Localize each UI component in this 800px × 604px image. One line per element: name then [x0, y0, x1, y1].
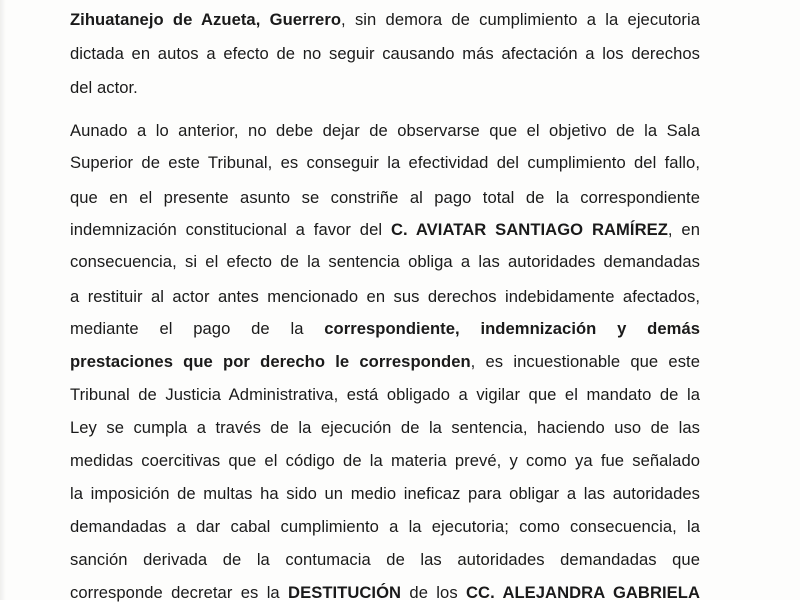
text-line [70, 251, 700, 273]
text-segment: demandadas a dar cabal cumplimiento a la ejecutoria; como consecuencia, la [70, 517, 700, 536]
text-line [70, 417, 700, 439]
text-line [70, 77, 700, 99]
text-line [70, 120, 700, 142]
text-segment: de los [401, 583, 466, 602]
text-line [70, 43, 700, 65]
text-line [70, 219, 700, 241]
bold-text-segment: correspondiente, indemnización y demás [324, 319, 701, 338]
text-line [70, 187, 700, 209]
text-segment: dictada en autos a efecto de no seguir causando más afectación a los derechos [70, 44, 700, 63]
text-segment: indemnización constitucional a favor del [70, 220, 391, 239]
text-line [70, 9, 700, 31]
bold-text-segment: CC. ALEJANDRA GABRIELA [466, 583, 700, 602]
text-line [70, 384, 700, 406]
text-line [70, 286, 700, 308]
text-line [70, 516, 700, 538]
text-segment: Superior de este Tribunal, es conseguir la efectividad del cumplimiento del fallo, [70, 153, 700, 172]
text-segment: la imposición de multas ha sido un medio ineficaz para obligar a las autoridades [70, 484, 700, 503]
bold-text-segment: DESTITUCIÓN [288, 583, 402, 602]
text-segment: Tribunal de Justicia Administrativa, está obligado a vigilar que el mandato de la [70, 385, 700, 404]
bold-text-segment: C. AVIATAR SANTIAGO RAMÍREZ [390, 220, 668, 239]
text-segment: sanción derivada de la contumacia de las autoridades demandadas que [70, 550, 700, 569]
text-segment: , en [667, 220, 700, 239]
text-segment: del actor. [70, 78, 138, 97]
text-segment: mediante el pago de la [70, 319, 325, 338]
text-segment: corresponde decretar es la [70, 583, 289, 602]
text-segment: Aunado a lo anterior, no debe dejar de observarse que el objetivo de la Sala [70, 121, 700, 140]
text-segment: consecuencia, si el efecto de la sentencia obliga a las autoridades demandadas [70, 252, 700, 271]
text-segment: a restituir al actor antes mencionado en sus derechos indebidamente afectados, [70, 287, 700, 306]
text-segment: Ley se cumpla a través de la ejecución de la sentencia, haciendo uso de las [70, 418, 700, 437]
page-edge-shadow [0, 0, 6, 600]
text-segment: , es incuestionable que este [470, 352, 700, 371]
text-line [70, 450, 700, 472]
text-line [70, 483, 700, 505]
text-line [70, 318, 700, 340]
bold-text-segment: Zihuatanejo de Azueta, Guerrero [70, 10, 342, 29]
text-segment: , sin demora de cumplimiento a la ejecutoria [341, 10, 700, 29]
text-line [70, 582, 700, 604]
text-line [70, 549, 700, 571]
bold-text-segment: prestaciones que por derecho le corresponden [70, 352, 471, 371]
text-segment: medidas coercitivas que el código de la materia prevé, y como ya fue señalado [70, 451, 700, 470]
text-segment: que en el presente asunto se constriñe al pago total de la correspondiente [70, 188, 700, 207]
text-line [70, 152, 700, 174]
text-line [70, 351, 700, 373]
